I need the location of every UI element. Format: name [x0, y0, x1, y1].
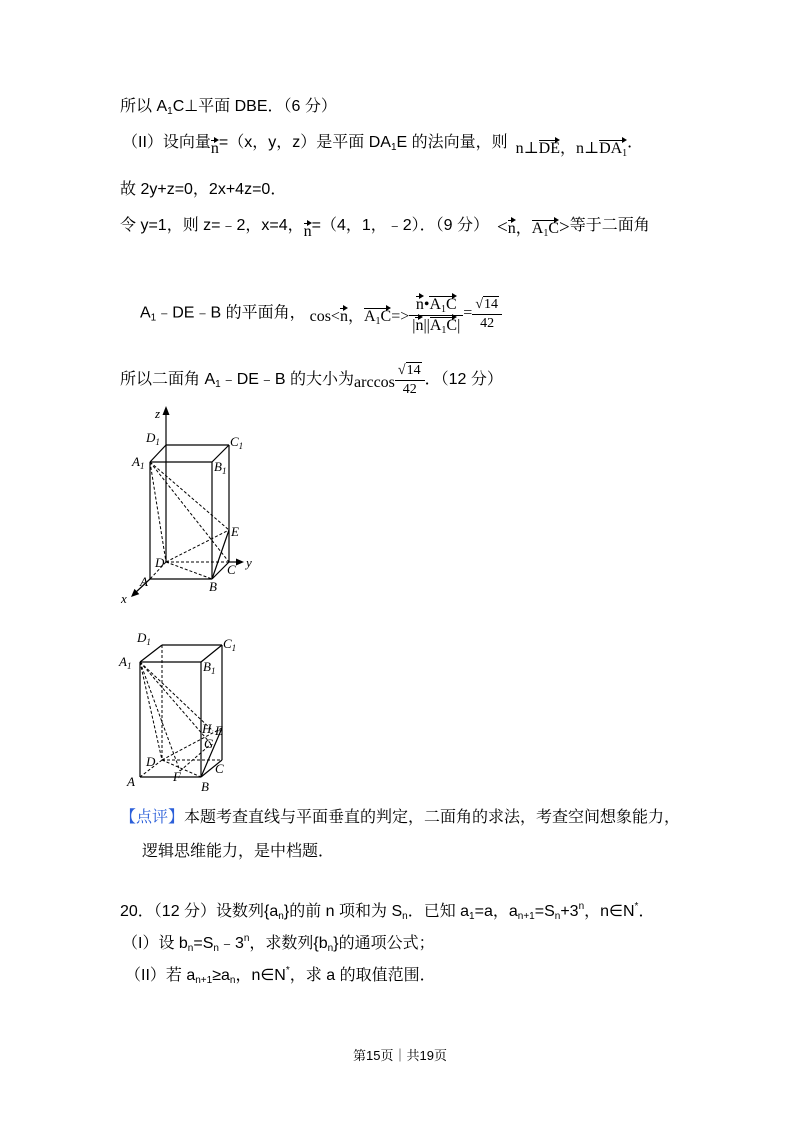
text-run: ． [627, 134, 644, 151]
angle-n-A1C [497, 217, 570, 239]
fraction-numerator [409, 292, 463, 316]
problem-20-part-2 [125, 966, 436, 986]
vector-n: n [210, 140, 219, 157]
vector-A1C [532, 220, 559, 238]
segment-A1C [150, 462, 229, 562]
subscript: 1 [441, 304, 447, 315]
math-run: n⊥ [515, 140, 539, 157]
vector-n: n [303, 223, 312, 240]
vector-n: n [339, 307, 348, 325]
fraction-denominator [409, 316, 463, 335]
math-run: ， [560, 140, 577, 157]
review-line-2 [142, 842, 334, 862]
text-run: ，求 a 的取值范围． [289, 967, 436, 984]
subscript: n [402, 911, 408, 922]
segment-DB [162, 760, 201, 777]
text-run: 的通项公式； [338, 935, 435, 952]
y-axis-arrowhead [236, 559, 244, 566]
left-angle-bracket: < [497, 217, 508, 238]
subscript: 1 [167, 106, 173, 117]
arccos-function: arccos [354, 374, 395, 392]
page-footer [0, 1047, 800, 1065]
superscript: * [634, 901, 639, 912]
label-E: E [215, 723, 223, 738]
text-run: A [140, 304, 151, 322]
problem-20-stem [120, 902, 654, 922]
subscript: n [213, 943, 219, 954]
label-y: y [246, 555, 252, 570]
text-run: ，n∈N [235, 967, 286, 984]
problem-20-part-1 [122, 934, 435, 954]
dot-operator: • [423, 296, 430, 313]
math-run: ， [347, 307, 364, 325]
text-run: 等于二面角 [569, 217, 650, 234]
text-run: } [333, 935, 339, 952]
subscript: n [554, 911, 561, 922]
label-D: D [155, 555, 165, 570]
sqrt-radicand: 14 [484, 296, 499, 312]
text-run: 20．（12 分）设数列 [120, 903, 265, 920]
subscript: n [327, 943, 334, 954]
subscript: n [229, 975, 236, 986]
math-run: | [457, 317, 461, 334]
label-B: B [201, 779, 209, 794]
vector-A1C [364, 308, 391, 326]
solution-line-5 [140, 292, 502, 335]
label-A: A [127, 774, 135, 789]
edge-D1A1 [140, 645, 162, 662]
subscript: 1 [622, 148, 628, 159]
text-run: ﹣DE﹣B 的大小为 [220, 371, 355, 389]
text-run: ，求数列 [249, 935, 314, 952]
text-run: C⊥平面 DBE．（6 分） [172, 98, 337, 115]
subscript: n+1 [195, 975, 213, 986]
vector-DE: DE [538, 140, 560, 157]
subscript: 1 [543, 228, 549, 239]
fraction-denominator: 42 [480, 315, 495, 331]
text-run: ，n∈N [584, 903, 635, 920]
review-line-1 [120, 808, 680, 828]
math-run: n⊥ [576, 140, 600, 157]
math-run: C [446, 317, 458, 334]
label-B1: $B_1$ [203, 659, 216, 676]
subscript: 1 [375, 315, 381, 327]
solution-line-2 [122, 133, 644, 159]
math-run: A [531, 220, 544, 237]
math-run: C [446, 296, 457, 313]
text-run: ．已知 a [407, 903, 470, 920]
math-run: => [391, 307, 410, 325]
text-run: {b [313, 935, 328, 952]
text-run: 逻辑思维能力，是中档题． [142, 843, 335, 860]
subscript: 1 [150, 312, 157, 324]
label-G: G [204, 736, 214, 751]
label-C1: $C_1$ [230, 434, 244, 451]
text-run: ．（12 分） [424, 371, 503, 389]
segment-DB [166, 562, 212, 579]
text-run: ． [638, 903, 655, 920]
fraction-numerator [472, 296, 502, 315]
label-C1: $C_1$ [223, 636, 237, 653]
label-H: H [202, 721, 212, 736]
label-A1: $A_1$ [119, 654, 132, 671]
label-A: A [140, 574, 148, 589]
label-C: C [215, 761, 224, 776]
vector-A1C [430, 317, 457, 335]
fraction-numerator [395, 362, 425, 381]
subscript: 1 [390, 142, 397, 153]
cosine-expression [310, 308, 410, 325]
text-run: 令 y=1，则 z=﹣2，x=4， [120, 217, 304, 234]
subscript: n [278, 911, 284, 922]
text-run: （II）设向量 [122, 134, 211, 151]
segment-A1G [140, 662, 211, 744]
solution-line-4 [120, 215, 650, 240]
equals-sign: = [463, 304, 473, 322]
math-run: | [412, 317, 416, 334]
text-run: （I）设 b [122, 935, 188, 952]
edge-D1A1 [150, 445, 166, 462]
label-B: B [209, 579, 217, 594]
text-run: 所以二面角 A [120, 371, 216, 389]
superscript: n [578, 901, 585, 912]
vector-A1C [429, 296, 456, 314]
label-z: z [155, 406, 161, 421]
label-x: x [121, 591, 127, 606]
text-run: +3 [560, 903, 579, 920]
fraction-denominator: 42 [402, 382, 417, 397]
right-angle-bracket: > [558, 217, 570, 238]
superscript: * [285, 965, 290, 976]
vector-n: n [415, 296, 424, 313]
text-run: =S [193, 935, 214, 952]
sqrt-radicand: 14 [406, 363, 421, 378]
label-E: E [231, 524, 239, 539]
vector-DA1 [599, 140, 627, 158]
text-run: =a，a [474, 903, 518, 920]
label-D1: $D_1$ [137, 630, 151, 647]
text-run: ≥a [212, 967, 230, 984]
label-F: F [173, 769, 181, 784]
review-label: 【点评】 [120, 809, 185, 826]
subscript: 1 [441, 325, 447, 336]
vector-n: n [507, 220, 516, 237]
math-run: C [548, 220, 559, 237]
sqrt-symbol: √ [397, 363, 406, 378]
subscript: 1 [469, 911, 475, 922]
label-A1: $A_1$ [132, 454, 145, 471]
math-run: ， [515, 220, 532, 237]
label-B1: $B_1$ [214, 459, 227, 476]
text-run: ﹣DE﹣B 的平面角， [156, 304, 306, 322]
figure-1-cuboid-with-axes [110, 400, 270, 610]
text-run: =（4，1，﹣2）．（9 分） [311, 217, 490, 234]
text-run: 本题考查直线与平面垂直的判定，二面角的求法，考查空间想象能力， [184, 809, 681, 826]
arccos-fraction [395, 362, 425, 398]
math-run: A [363, 307, 376, 325]
math-run: A [429, 296, 442, 313]
text-run: 的前 n 项和为 S [289, 903, 403, 920]
subscript: 1 [215, 379, 221, 391]
subscript: n+1 [517, 911, 535, 922]
figure-2-cuboid-auxiliary [110, 625, 260, 800]
text-run: =S [534, 903, 555, 920]
text-run: ﹣3 [218, 935, 244, 952]
result-fraction [472, 296, 502, 332]
text-run: （II）若 a [125, 967, 196, 984]
sqrt-symbol: √ [475, 296, 484, 312]
text-run: {a [264, 903, 279, 920]
segment-A1D [140, 662, 162, 760]
vector-n: n [415, 317, 424, 334]
text-run: 故 2y+z=0，2x+4z=0． [120, 181, 287, 198]
math-run: C [380, 307, 392, 325]
math-run: DA [599, 140, 623, 157]
segment-A1D [150, 462, 166, 562]
math-run: cos< [309, 307, 340, 325]
perpendicular-conditions [516, 140, 628, 157]
label-D: D [146, 754, 156, 769]
page-number: 第15页｜共19页 [353, 1048, 447, 1063]
cosine-fraction [409, 292, 463, 335]
label-C: C [227, 562, 236, 577]
math-run: || [423, 317, 430, 334]
solution-line-1 [120, 97, 337, 117]
solution-line-3 [120, 180, 286, 200]
text-run: =（x，y，z）是平面 DA [218, 134, 391, 151]
subscript: n [187, 943, 194, 954]
solution-line-6 [120, 362, 503, 398]
superscript: n [243, 933, 250, 944]
text-run: } [283, 903, 290, 920]
math-run: A [429, 317, 442, 334]
z-axis-arrowhead [163, 406, 170, 415]
text-run: 所以 A [120, 98, 168, 115]
text-run: E 的法向量，则 [396, 134, 508, 151]
label-D1: $D_1$ [146, 430, 160, 447]
